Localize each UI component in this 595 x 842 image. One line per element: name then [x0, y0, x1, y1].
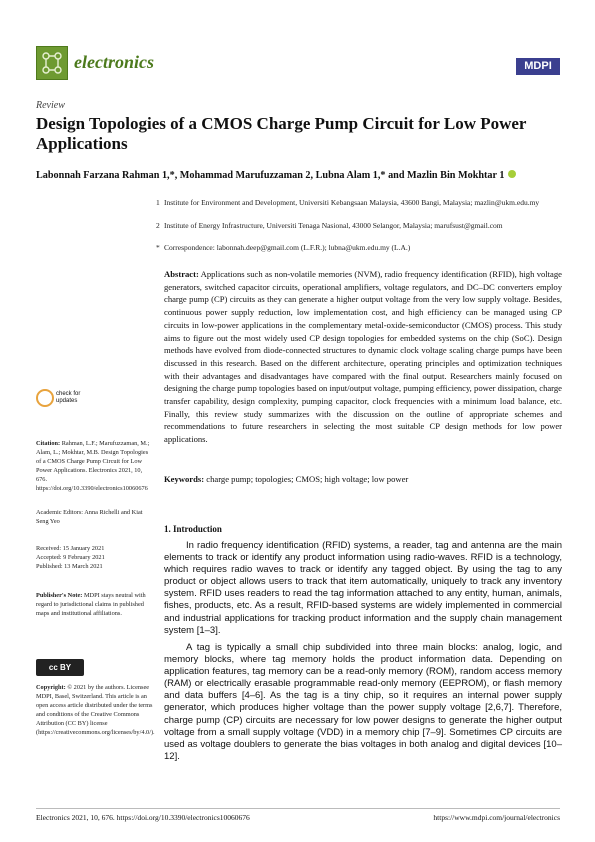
- citation-label: Citation:: [36, 440, 61, 447]
- cc-by-license-icon[interactable]: cc BY: [36, 659, 84, 676]
- published-date: Published: 13 March 2021: [36, 563, 103, 570]
- correspondence: [156, 243, 564, 253]
- accepted-date: Accepted: 9 February 2021: [36, 554, 105, 561]
- citation-text: Rahman, L.F.; Marufuzzaman, M.; Alam, L.; Mokhtar, M.B. Design Topologies of a CMOS Charge Pump Circuit for Low Power Applications. Electronics 2021, 10, 676. https://doi.org/10.3390/electronics10060676: [36, 440, 150, 493]
- article-type: Review: [36, 100, 65, 111]
- keywords-text: charge pump; topologies; CMOS; high voltage; low power: [206, 474, 409, 484]
- footer-citation: Electronics 2021, 10, 676. https://doi.org/10.3390/electronics10060676: [36, 813, 250, 822]
- section-heading: 1. Introduction: [164, 524, 222, 534]
- citation-block: [36, 439, 154, 494]
- intro-paragraph-2: A tag is typically a small chip subdivided into three main blocks: analog, logic, and memory blocks, where tag memory holds the product information data. Depending on application features, tag memory can be a read-only memory (ROM), random access memory (RAM) or electrically erasable programmable read-only memory (EEPROM), or flash memory and data buffers [4–6]. As the tag is a tiny chip, so it requires an internal power supply generator, which produces higher voltage than the power supply voltage [2,6,7]. Therefore, charge pump (CP) circuits are necessary for low power designs to generate the higher output voltage from a small supply voltage (VDD) in a memory chip [7–9]. Sometimes CP circuits are used as voltage doublers to generate the bias voltages in both analog and digital devices [10–12].: [164, 642, 562, 762]
- check-for-updates-icon[interactable]: [36, 389, 54, 407]
- affiliation-number: 1: [156, 198, 160, 207]
- journal-logo-icon: [36, 46, 68, 80]
- copyright-label: Copyright:: [36, 684, 66, 691]
- affiliation-number: 2: [156, 221, 160, 230]
- publisher-note-text: MDPI stays neutral with regard to jurisdictional claims in published maps and institutional affiliations.: [36, 592, 146, 618]
- publisher-note: [36, 591, 154, 618]
- check-updates-label[interactable]: check for updates: [56, 391, 81, 404]
- authors-text: Labonnah Farzana Rahman 1,*, Mohammad Marufuzzaman 2, Lubna Alam 1,* and Mazlin Bin Mokhtar 1: [36, 170, 505, 181]
- abstract: [164, 268, 562, 446]
- affiliation-number: *: [156, 243, 160, 252]
- footer-divider: [36, 808, 560, 809]
- keywords: [164, 474, 562, 484]
- academic-editors: Academic Editors: Anna Richelli and Kiat Seng Yeo: [36, 509, 143, 526]
- copyright-block: [36, 683, 154, 738]
- affiliation-1: [156, 198, 564, 208]
- publisher-logo: MDPI: [516, 58, 560, 75]
- orcid-icon[interactable]: [508, 170, 516, 178]
- affiliation-text: Institute of Energy Infrastructure, Universiti Tenaga Nasional, 43000 Selangor, Malaysia; marufsust@gmail.com: [164, 221, 503, 230]
- author-list: [36, 170, 595, 181]
- footer-journal-link[interactable]: https://www.mdpi.com/journal/electronics: [433, 813, 560, 822]
- received-date: Received: 15 January 2021: [36, 545, 105, 552]
- affiliation-text: Institute for Environment and Development, Universiti Kebangsaan Malaysia, 43600 Bangi, Malaysia; mazlin@ukm.edu.my: [164, 198, 540, 207]
- publisher-note-label: Publisher's Note:: [36, 592, 83, 599]
- affiliation-text: Correspondence: labonnah.deep@gmail.com (L.F.R.); lubna@ukm.edu.my (L.A.): [164, 243, 411, 252]
- article-title: Design Topologies of a CMOS Charge Pump Circuit for Low Power Applications: [36, 114, 527, 153]
- journal-name: electronics: [74, 52, 154, 72]
- intro-paragraph-1: In radio frequency identification (RFID) systems, a reader, tag and antenna are the main elements to track or identify any product information using radio-waves. RFID is a technology, which requires radio waves to track or identify any tagged object. By using the tag to any product or object allows users to track that item automatically, uniquely to track any inventory system. RFID uses readers to read the tag information attached to any entity, human, animals, fishes, products, etc. As a result, RFID-based systems are widely implemented in commercial and industrial applications for tracking product information and the supply chain management system [1–3].: [164, 540, 562, 636]
- abstract-label: Abstract:: [164, 269, 199, 279]
- copyright-text: © 2021 by the authors. Licensee MDPI, Basel, Switzerland. This article is an open access article distributed under the terms and conditions of the Creative Commons Attribution (CC BY) license (https://creativecommons.org/licenses/by/4.0/).: [36, 684, 155, 737]
- abstract-text: Applications such as non-volatile memories (NVM), radio frequency identification (RFID), high voltage generators, switched capacitor circuits, operational amplifiers, voltage regulators, and DC–DC converters employ charge pump (CP) circuits as they can generate a higher output voltage from the very low supply voltage. Besides, continuous power supply reduction, low implementation cost, and high efficiency can be managed using CP circuits in low-power applications in the complementary metal-oxide-semiconductor (CMOS) process. This study aims to figure out the most widely used CP design topologies for embedded systems on the chip (SoC). Design methods have evolved from diode-connected structures to dynamic clock voltage scaling charge pumps have been discussed in this research. Based on the different architecture, operating principles and optimization techniques with their advantages and disadvantages have compared with the final output. Researchers mainly focused on designing the charge pump topologies based on input/output voltage, pumping efficiency, power dissipation, charge transfer capability, design complexity, pumping capacitor, clock frequencies with a minimum load balance, etc. Finally, this review study summarizes with the discussion on the outline of appropriate schemes and recommendations to future researchers in selecting the most suitable CP design methods for low power applications.: [164, 269, 562, 445]
- keywords-label: Keywords:: [164, 474, 205, 484]
- affiliation-2: [156, 221, 564, 231]
